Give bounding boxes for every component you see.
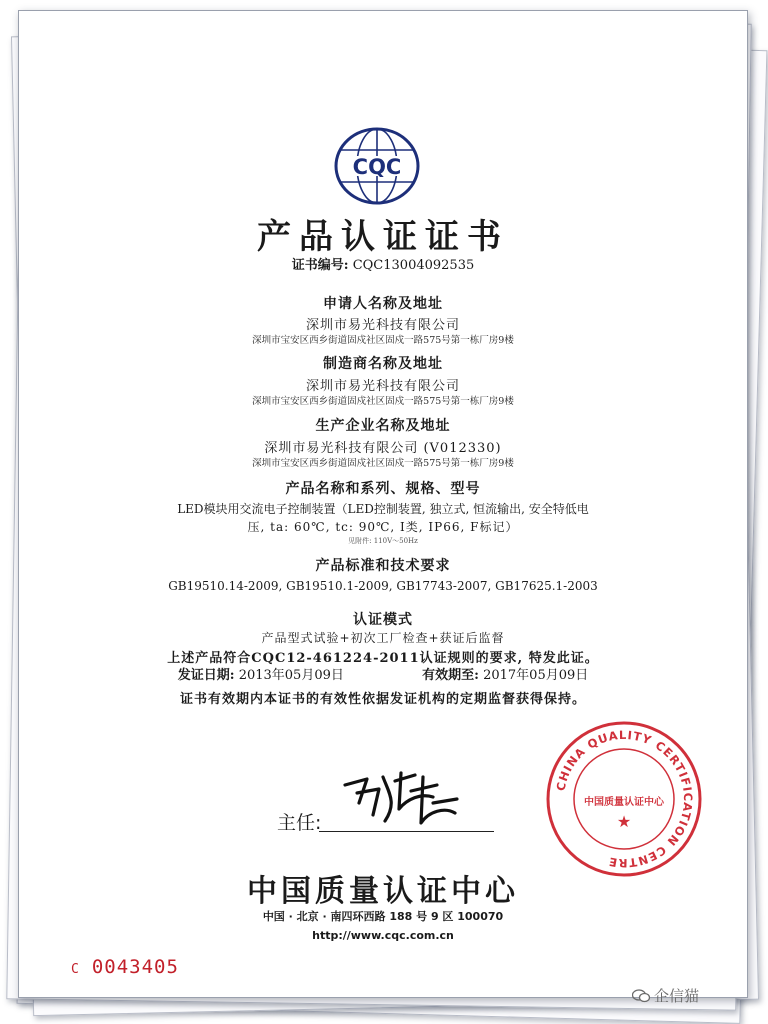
director-signature	[337, 763, 467, 833]
issue-date-label: 发证日期:	[177, 668, 235, 683]
issue-date: 2013年05月09日	[238, 668, 344, 683]
official-seal	[544, 719, 704, 879]
applicant-name: 深圳市易光科技有限公司	[305, 318, 460, 333]
applicant-address: 深圳市宝安区西乡街道固戍社区固戍一路575号第一栋厂房9楼	[252, 335, 514, 346]
manufacturer-name: 深圳市易光科技有限公司	[305, 379, 460, 394]
issue-dates	[19, 664, 747, 683]
product-description-note: 见附件: 110V～50Hz	[348, 537, 418, 545]
certificate-number-label: 证书编号:	[291, 258, 349, 273]
logo-text: CQC	[352, 155, 402, 179]
director-label: 主任:	[277, 812, 322, 834]
product-description-line2: 压, ta: 60℃, tc: 90℃, Ⅰ类, IP66, F标记）	[247, 520, 519, 534]
product-description-line1: LED模块用交流电子控制装置（LED控制装置, 独立式, 恒流输出, 安全特低电	[177, 502, 589, 516]
conformity-statement: 上述产品符合CQC12-461224-2011认证规则的要求, 特发此证。	[167, 651, 599, 666]
factory-name: 深圳市易光科技有限公司 (V012330)	[264, 441, 502, 456]
product-heading: 产品名称和系列、规格、型号	[285, 481, 481, 497]
chat-bubble-icon	[632, 989, 650, 1003]
standards-heading: 产品标准和技术要求	[315, 558, 451, 574]
seal-center-text: 中国质量认证中心	[584, 797, 664, 808]
factory-heading: 生产企业名称及地址	[315, 418, 451, 434]
mode-heading: 认证模式	[353, 612, 413, 628]
organization-address: 中国 · 北京 · 南四环西路 188 号 9 区 100070	[262, 910, 504, 923]
serial-number	[71, 956, 179, 978]
certificate-number-value: CQC13004092535	[352, 258, 475, 273]
mode-value: 产品型式试验+初次工厂检查+获证后监督	[261, 631, 505, 645]
signature-line	[319, 831, 494, 832]
validity-note: 证书有效期内本证书的有效性依据发证机构的定期监督获得保持。	[179, 692, 586, 707]
watermark	[632, 985, 699, 1006]
watermark-text: 企信猫	[654, 987, 700, 1005]
manufacturer-heading: 制造商名称及地址	[323, 356, 443, 372]
manufacturer-address: 深圳市宝安区西乡街道固戍社区固戍一路575号第一栋厂房9楼	[252, 396, 514, 407]
serial-prefix: C	[71, 962, 80, 977]
certificate-title: 产品认证证书	[257, 217, 509, 257]
seal-ring-text: CHINA QUALITY CERTIFICATION CENTRE	[553, 727, 696, 871]
valid-until: 2017年05月09日	[483, 668, 589, 683]
certificate-page	[18, 10, 748, 998]
applicant-heading: 申请人名称及地址	[323, 296, 443, 312]
certificate-number	[19, 254, 747, 273]
standards-value: GB19510.14-2009, GB19510.1-2009, GB17743-2007, GB17625.1-2003	[168, 579, 598, 593]
seal-star-icon: ★	[616, 812, 632, 831]
valid-until-label: 有效期至:	[422, 668, 479, 683]
cqc-logo	[332, 126, 422, 206]
factory-address: 深圳市宝安区西乡街道固戍社区固戍一路575号第一栋厂房9楼	[252, 458, 514, 469]
issuing-organization: 中国质量认证中心	[247, 874, 519, 909]
serial-value: 0043405	[91, 956, 179, 978]
organization-url: http://www.cqc.com.cn	[312, 929, 454, 942]
